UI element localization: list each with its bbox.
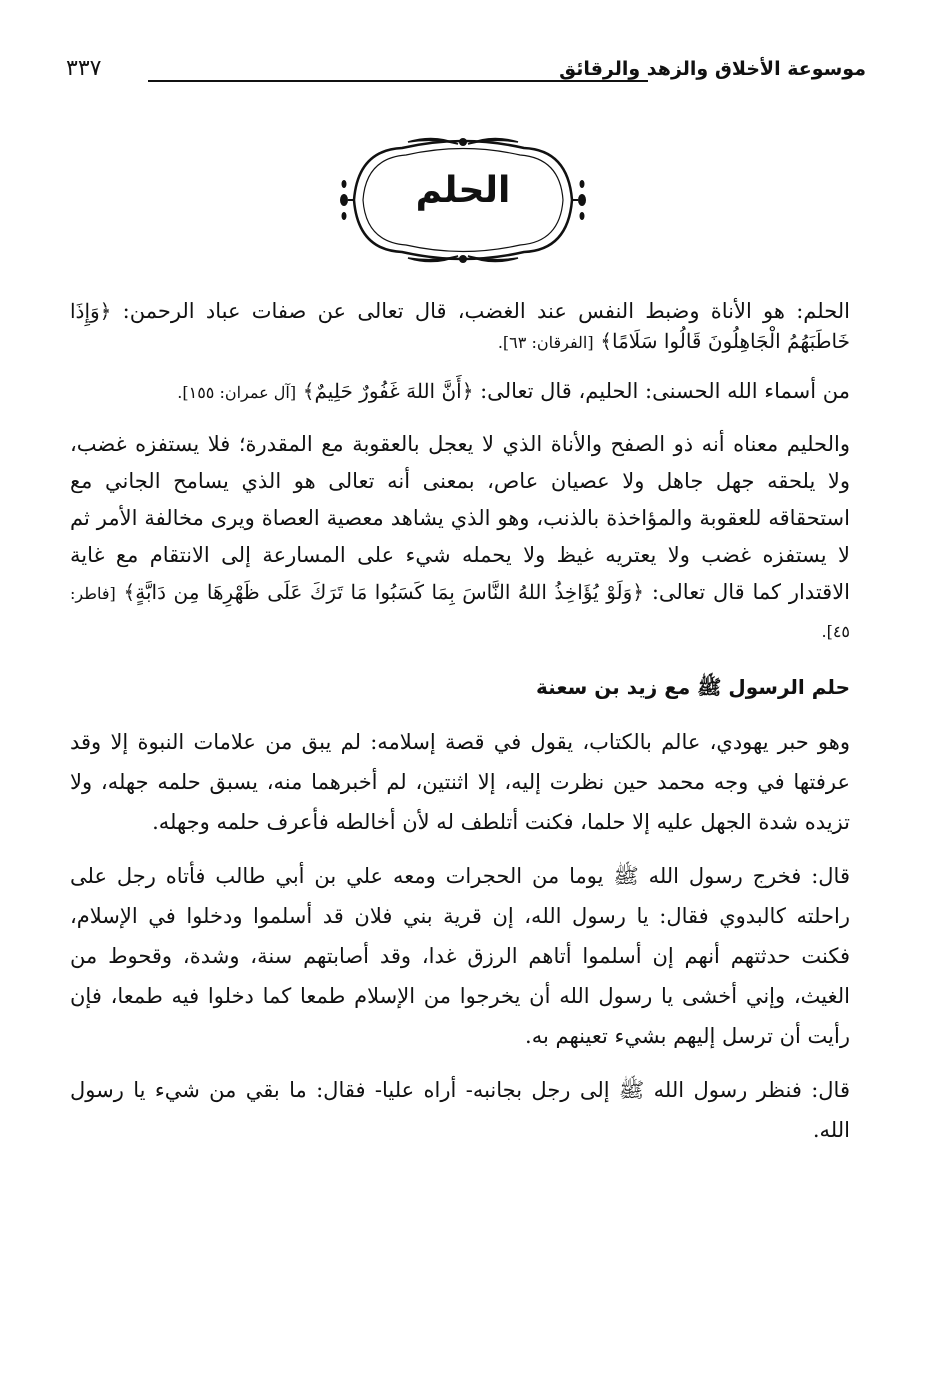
verse-reference: [فاطر: ٤٥]. <box>70 584 850 641</box>
meaning-paragraph <box>70 426 850 650</box>
divine-name-text: من أسماء الله الحسنى: الحليم، قال تعالى: <box>480 379 850 403</box>
quran-verse: ﴿أَنَّ اللهَ غَفُورٌ حَلِيمٌ﴾ <box>302 379 474 403</box>
definition-paragraph <box>70 296 850 358</box>
verse-reference: [آل عمران: ١٥٥]. <box>177 383 297 402</box>
chapter-title: الحلم <box>415 170 511 211</box>
definition-text: الحلم: هو الأناة وضبط النفس عند الغضب، قال تعالى عن صفات عباد الرحمن: <box>122 299 850 323</box>
verse-reference: [الفرقان: ٦٣]. <box>497 333 594 352</box>
chapter-title-frame <box>332 128 594 273</box>
section-heading: حلم الرسول ﷺ مع زيد بن سعنة <box>536 675 850 699</box>
story-paragraph: قال: فنظر رسول الله ﷺ إلى رجل بجانبه- أراه عليا- فقال: ما بقي من شيء يا رسول الله. <box>70 1078 850 1142</box>
page-body <box>70 296 850 1150</box>
page-number: ٣٣٧ <box>66 56 102 81</box>
story-paragraph: قال: فخرج رسول الله ﷺ يوما من الحجرات ومعه علي بن أبي طالب فأتاه رجل على راحلته كالبدوي فقال: يا رسول الله، إن قرية بني فلان قد أسلموا ودخلوا في الإسلام، فكنت حدثتهم أنهم إن أسلموا أتاهم الرزق غدا، وقد أصابتهم سنة، وشدة، وقحوط من الغيث، وإني أخشى يا رسول الله أن يخرجوا من الإسلام طمعا كما دخلوا فيه طمعا، فإن رأيت أن ترسل إليهم بشيء تعينهم به. <box>70 864 850 1048</box>
story-paragraph: وهو حبر يهودي، عالم بالكتاب، يقول في قصة إسلامه: لم يبق من علامات النبوة إلا وقد عرفتها في وجه محمد حين نظرت إليه، إلا اثنتين، لم أخبرهما منه، يسبق حلمه جهله، ولا تزيده شدة الجهل عليه إلا حلما، فكنت أتلطف له لأن أخالطه فأعرف حلمه وجهله. <box>70 730 850 834</box>
book-title: موسوعة الأخلاق والزهد والرقائق <box>559 58 866 80</box>
meaning-text: والحليم معناه أنه ذو الصفح والأناة الذي لا يعجل بالعقوبة مع المقدرة؛ فلا يستفزه غضب، ولا يلحقه جهل جاهل ولا عصيان عاص، بمعنى أنه تعالى هو الذي يسامح الجاني مع استحقاقه للعقوبة والمؤاخذة بالذنب، وهو الذي يشاهد معصية العصاة ويرى مخالفة الأمر ثم لا يستفزه غضب ولا يعتريه غيظ ولا يحمله شيء على المسارعة إلى الانتقام مع غاية الاقتدار كما قال تعالى: <box>70 432 851 604</box>
running-header <box>66 56 866 88</box>
header-rule <box>148 80 648 82</box>
divine-name-paragraph <box>70 376 850 408</box>
quran-verse: ﴿وَإِذَا خَاطَبَهُمُ الْجَاهِلُونَ قَالُوا سَلَامًا﴾ <box>70 299 850 353</box>
quran-verse: ﴿وَلَوْ يُؤَاخِذُ اللهُ النَّاسَ بِمَا كَسَبُوا مَا تَرَكَ عَلَى ظَهْرِهَا مِن دَابَّةٍ﴾ <box>123 580 645 604</box>
